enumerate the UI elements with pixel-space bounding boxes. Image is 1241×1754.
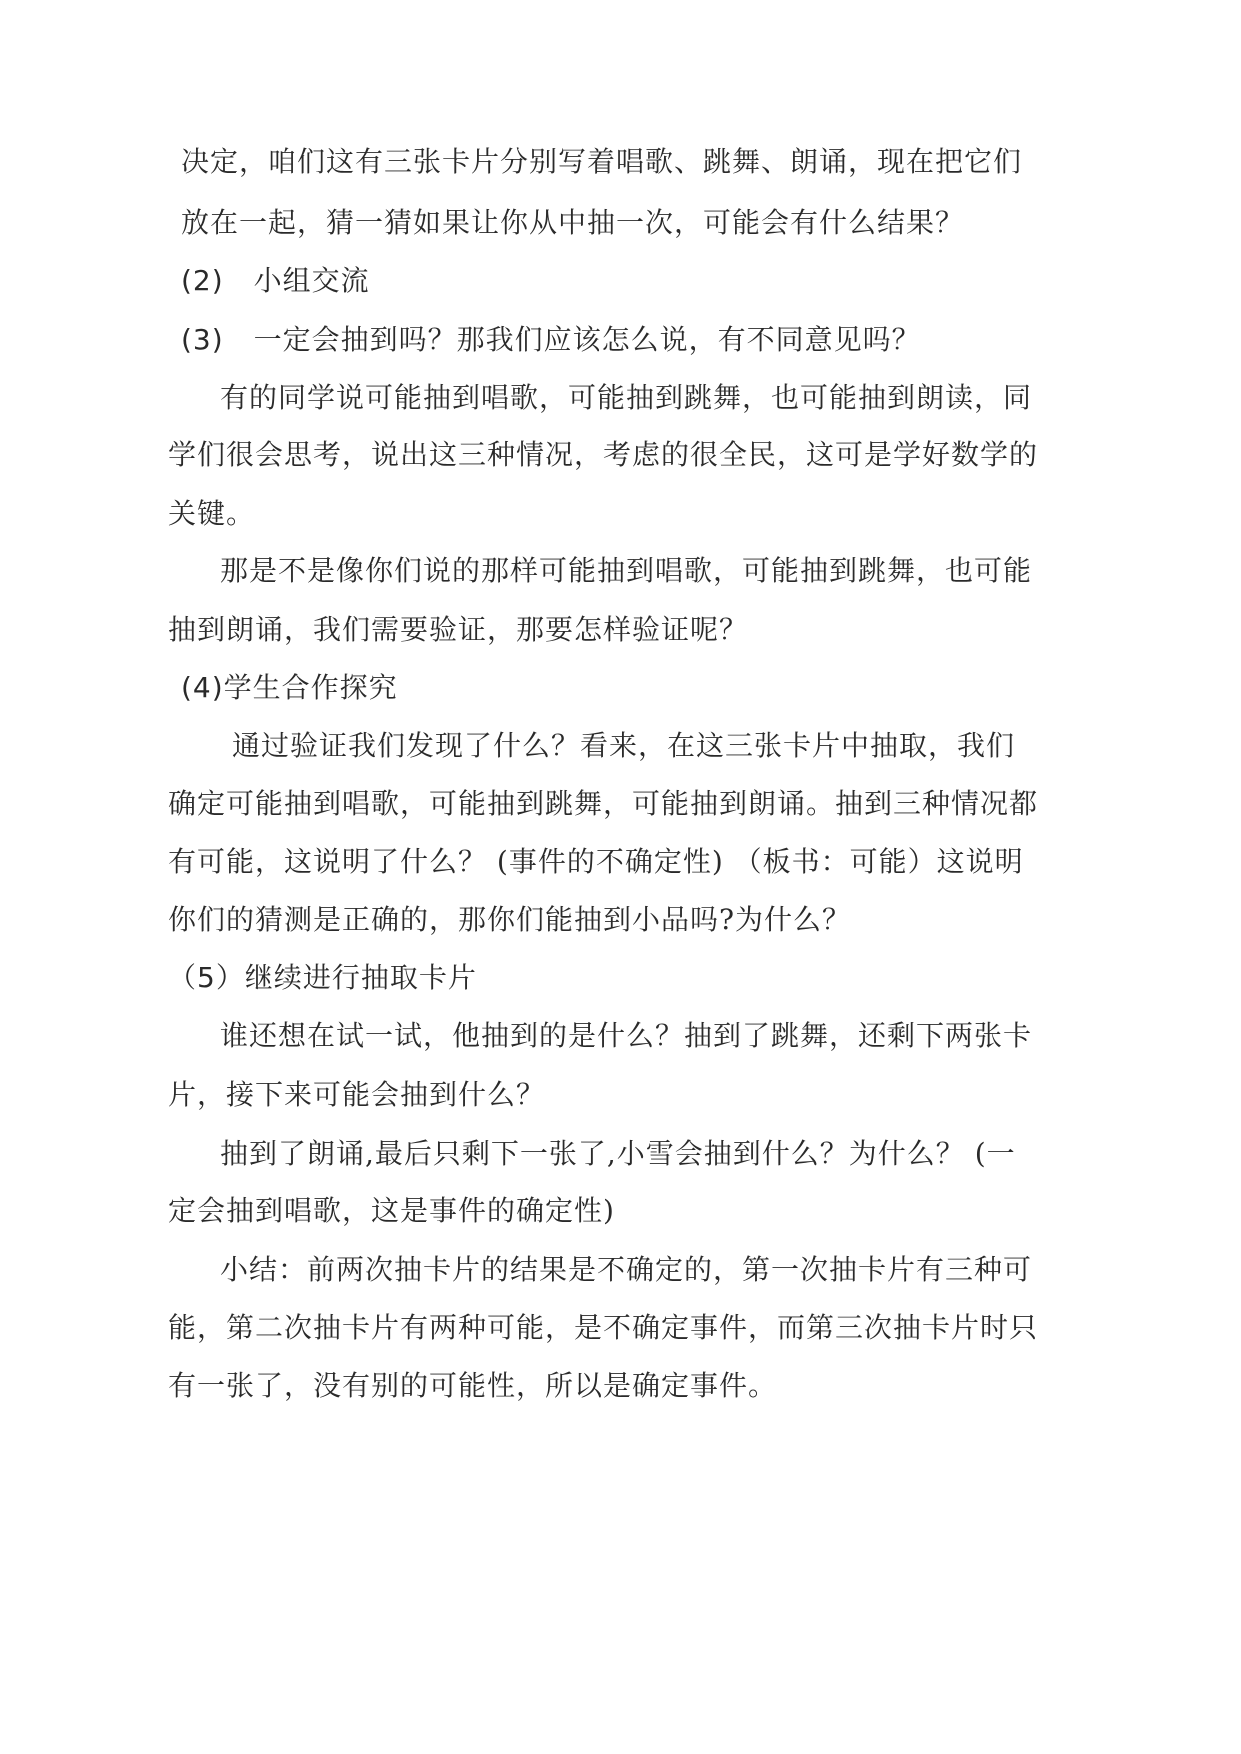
paragraph-line: 有可能，这说明了什么？ (事件的不确定性) （板书：可能）这说明 [168, 845, 1024, 878]
list-marker: (3) [181, 323, 224, 356]
list-item-text: 继续进行抽取卡片 [244, 961, 477, 994]
list-item-3 [181, 322, 921, 358]
paragraph-line: 那是不是像你们说的那样可能抽到唱歌，可能抽到跳舞，也可能 [220, 554, 1033, 587]
list-marker: （5） [168, 961, 245, 994]
paragraph-line: 决定，咱们这有三张卡片分别写着唱歌、跳舞、朗诵，现在把它们 [181, 145, 1023, 178]
list-item-5 [168, 960, 477, 996]
paragraph-line: 学们很会思考，说出这三种情况，考虑的很全民，这可是学好数学的 [168, 438, 1039, 471]
paragraph-line: 能，第二次抽卡片有两种可能，是不确定事件，而第三次抽卡片时只 [168, 1311, 1039, 1344]
paragraph-line: 放在一起，猜一猜如果让你从中抽一次，可能会有什么结果？ [181, 206, 965, 239]
paragraph-line: 抽到了朗诵,最后只剩下一张了,小雪会抽到什么？为什么？ (一 [220, 1137, 1016, 1170]
paragraph-line: 你们的猜测是正确的，那你们能抽到小品吗?为什么？ [168, 903, 852, 936]
list-marker: (4) [181, 671, 224, 704]
paragraph-line: 小结：前两次抽卡片的结果是不确定的，第一次抽卡片有三种可 [220, 1253, 1033, 1286]
paragraph-line: 确定可能抽到唱歌，可能抽到跳舞，可能抽到朗诵。抽到三种情况都 [168, 787, 1039, 820]
paragraph-line: 片，接下来可能会抽到什么？ [168, 1078, 546, 1111]
list-item-4 [181, 670, 398, 706]
list-item-text: 小组交流 [253, 264, 370, 297]
list-item-2 [181, 263, 370, 299]
paragraph-line: 通过验证我们发现了什么？看来，在这三张卡片中抽取，我们 [232, 729, 1016, 762]
list-item-text: 学生合作探究 [223, 671, 398, 704]
paragraph-line: 有一张了，没有别的可能性，所以是确定事件。 [168, 1369, 778, 1402]
list-marker: (2) [181, 264, 224, 297]
paragraph-line: 有的同学说可能抽到唱歌，可能抽到跳舞，也可能抽到朗读，同 [220, 381, 1033, 414]
paragraph-line: 抽到朗诵，我们需要验证，那要怎样验证呢？ [168, 613, 749, 646]
paragraph-line: 关键。 [168, 497, 256, 530]
list-item-text: 一定会抽到吗？那我们应该怎么说，有不同意见吗？ [253, 323, 921, 356]
paragraph-line: 定会抽到唱歌，这是事件的确定性) [168, 1194, 615, 1227]
paragraph-line: 谁还想在试一试，他抽到的是什么？抽到了跳舞，还剩下两张卡 [220, 1019, 1033, 1052]
